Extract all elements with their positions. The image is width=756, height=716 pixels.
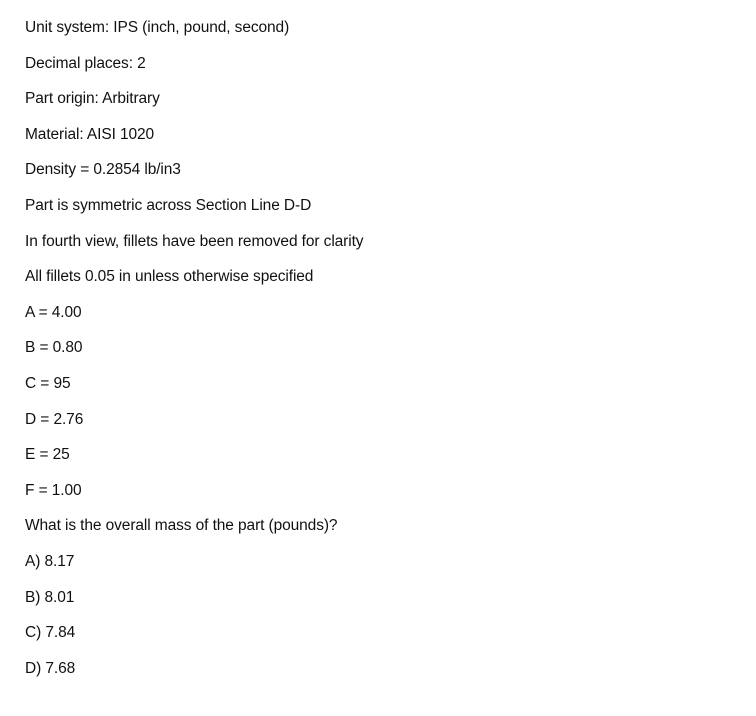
answer-option-b: B) 8.01 [25,588,75,606]
decimal-places-line: Decimal places: 2 [25,54,146,72]
dimension-a: A = 4.00 [25,303,82,321]
symmetry-line: Part is symmetric across Section Line D-D [25,196,312,214]
dimension-e: E = 25 [25,446,70,464]
question-line: What is the overall mass of the part (pounds)? [25,517,338,535]
answer-option-c: C) 7.84 [25,624,76,642]
dimension-c: C = 95 [25,374,71,392]
problem-statement [25,16,725,692]
dimension-b: B = 0.80 [25,339,83,357]
part-origin-line: Part origin: Arbitrary [25,90,160,108]
dimension-f: F = 1.00 [25,481,82,499]
answer-option-d: D) 7.68 [25,659,76,677]
material-line: Material: AISI 1020 [25,125,155,143]
fillets-note-line: All fillets 0.05 in unless otherwise specified [25,268,314,286]
unit-system-line: Unit system: IPS (inch, pound, second) [25,19,290,36]
answer-option-a: A) 8.17 [25,552,75,570]
dimension-d: D = 2.76 [25,410,84,428]
fourth-view-note-line: In fourth view, fillets have been removed for clarity [25,232,364,250]
density-line: Density = 0.2854 lb/in3 [25,161,181,179]
